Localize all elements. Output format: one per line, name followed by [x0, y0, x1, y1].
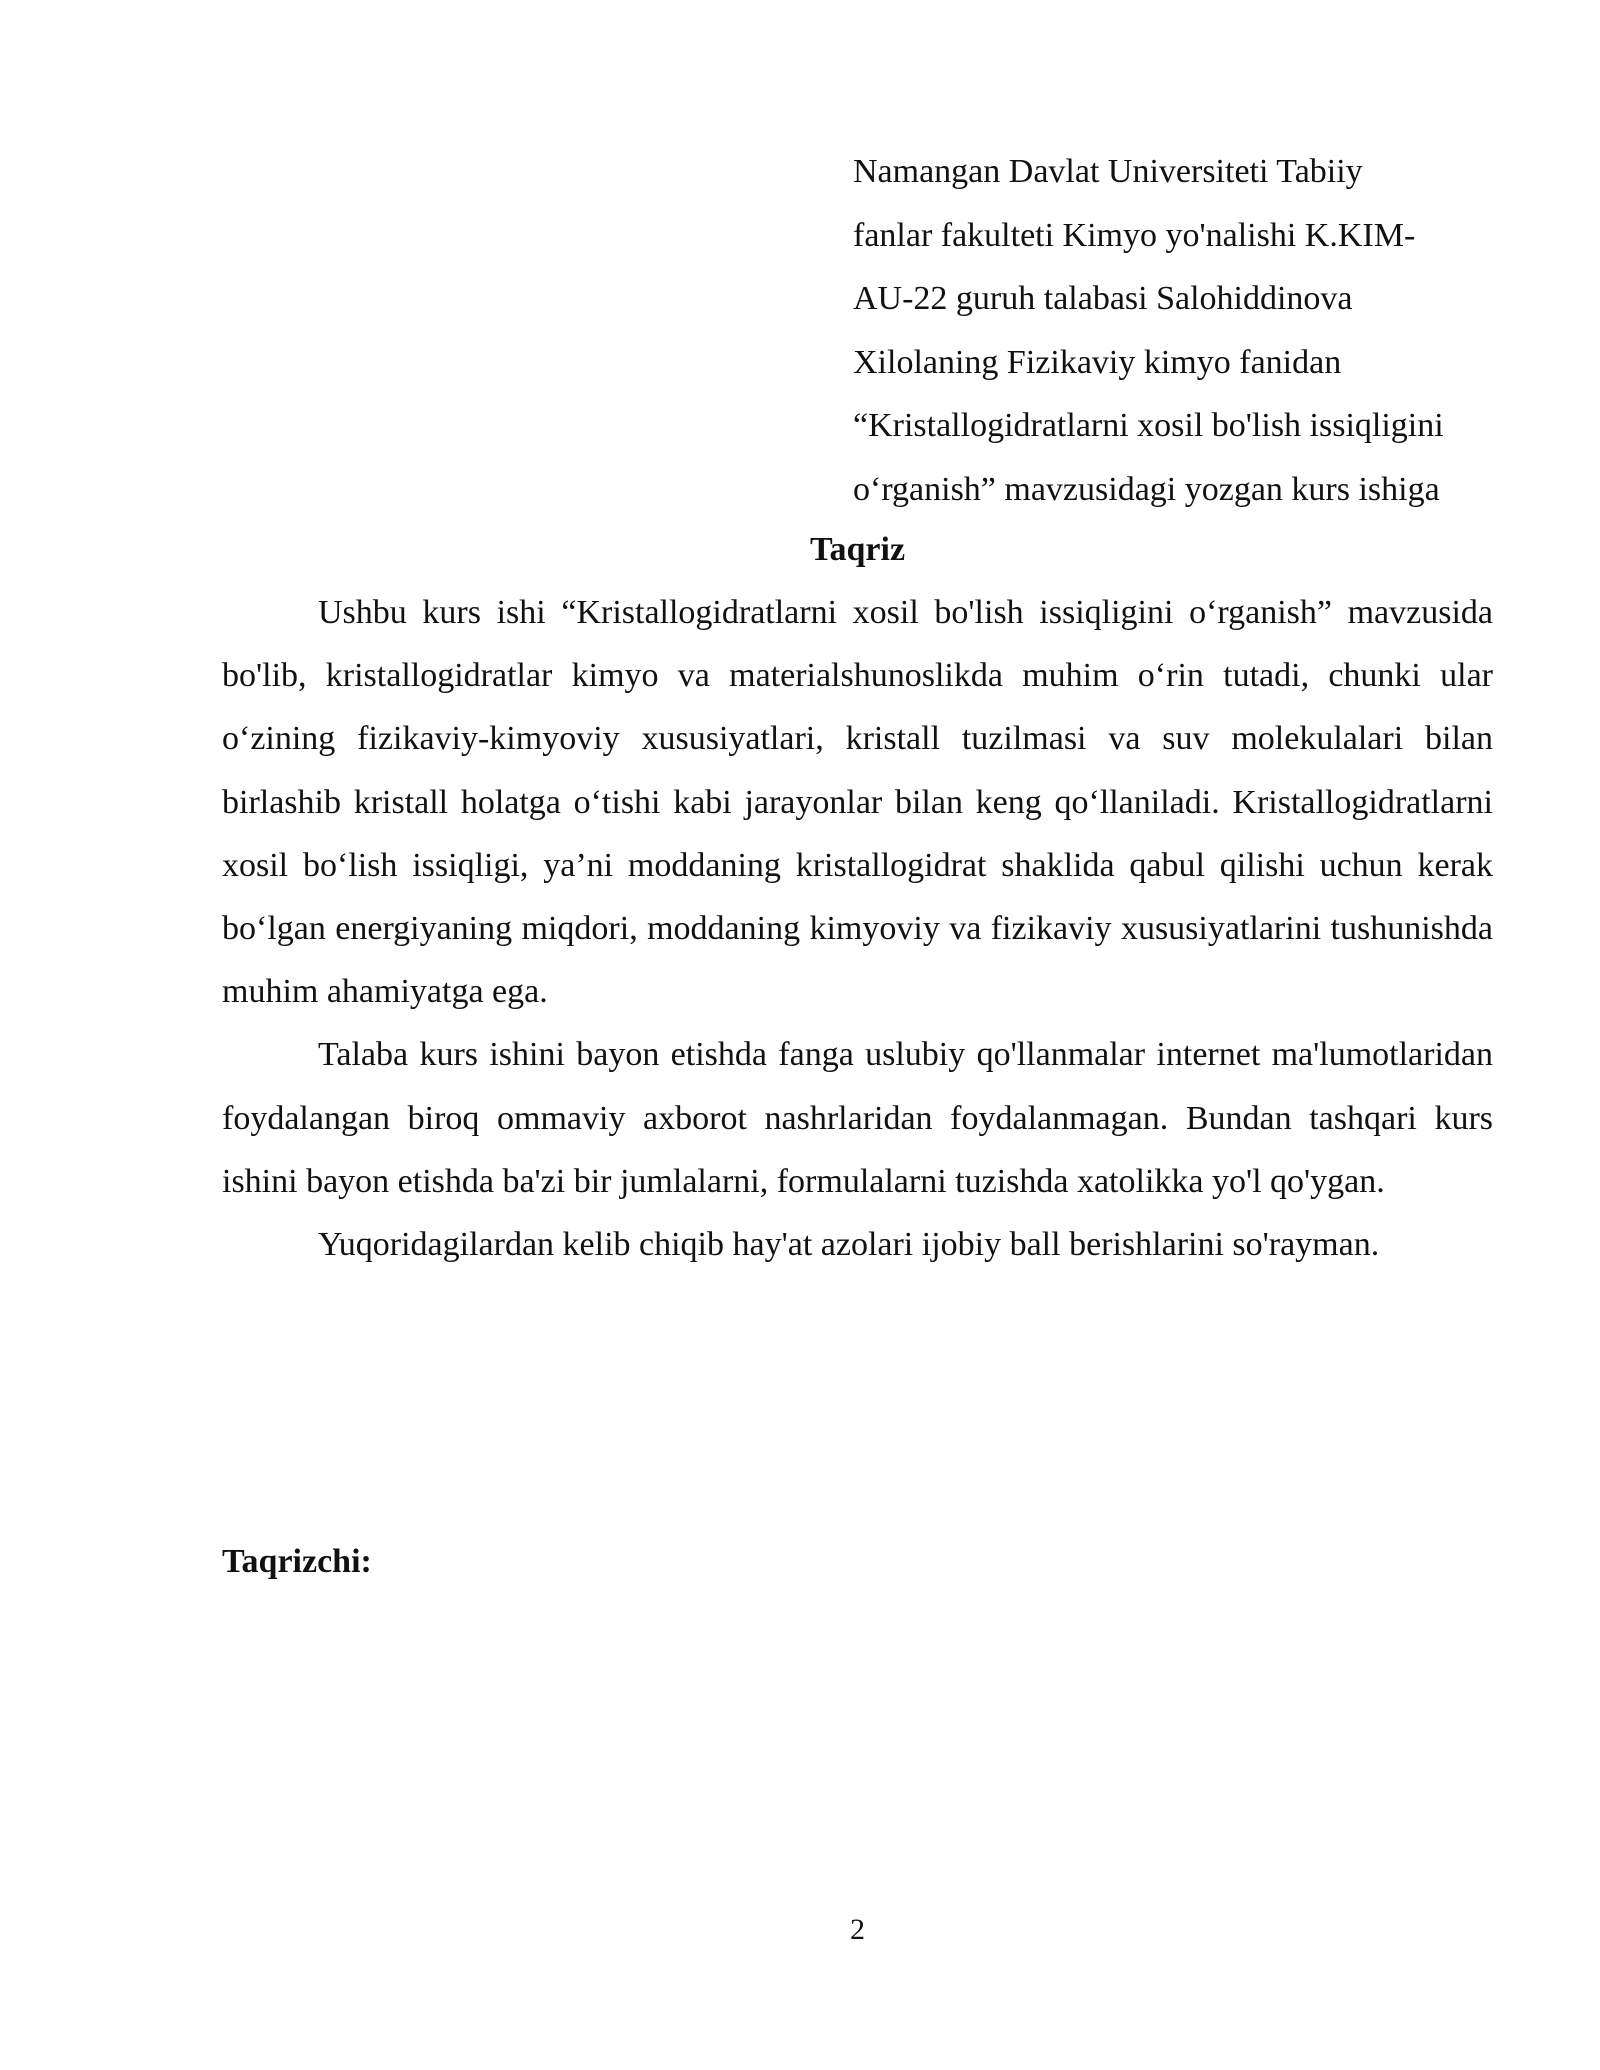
addressee-line: Xilolaning Fizikaviy kimyo fanidan: [853, 343, 1342, 381]
addressee-line: fanlar fakulteti Kimyo yo'nalishi K.KIM-: [853, 216, 1416, 254]
addressee-block: [853, 140, 1493, 521]
reviewer-label: Taqrizchi:: [222, 1543, 372, 1580]
addressee-line: o‘rganish” mavzusidagi yozgan kurs ishiga: [853, 470, 1440, 508]
addressee-line: Namangan Davlat Universiteti Tabiiy: [853, 153, 1363, 190]
page-number: 2: [850, 1913, 865, 1946]
paragraph-evaluation: Talaba kurs ishini bayon etishda fanga uslubiy qo'llanmalar internet ma'lumotlaridan foydalangan biroq ommaviy axborot nashrlaridan foydalanmagan. Bundan tashqari kurs ishini bayon etishda ba'zi bir jumlalarni, formulalarni tuzishda xatolikka yo'l qo'ygan.: [222, 1036, 1493, 1200]
addressee-line: AU-22 guruh talabasi Salohiddinova: [853, 280, 1353, 317]
review-body: [222, 581, 1493, 1276]
paragraph-topic: Ushbu kurs ishi “Kristallogidratlarni xosil bo'lish issiqligini o‘rganish” mavzusida bo'lib, kristallogidratlar kimyo va materialshunoslikda muhim o‘rin tutadi, chunki ular o‘zining fizikaviy-kimyoviy xususiyatlari, kristall tuzilmasi va suv molekulalari bilan birlashib kristall holatga o‘tishi kabi jarayonlar bilan keng qo‘llaniladi. Kristallogidratlarni xosil bo‘lish issiqligi, ya’ni moddaning kristallogidrat shaklida qabul qilishi uchun kerak bo‘lgan energiyaning miqdori, moddaning kimyoviy va fizikaviy xususiyatlarini tushunishda muhim ahamiyatga ega.: [222, 594, 1493, 1011]
addressee-line: “Kristallogidratlarni xosil bo'lish issiqligini: [853, 407, 1444, 444]
document-title: Taqriz: [809, 531, 906, 568]
paragraph-conclusion: Yuqoridagilardan kelib chiqib hay'at azolari ijobiy ball berishlarini so'rayman.: [318, 1226, 1380, 1264]
